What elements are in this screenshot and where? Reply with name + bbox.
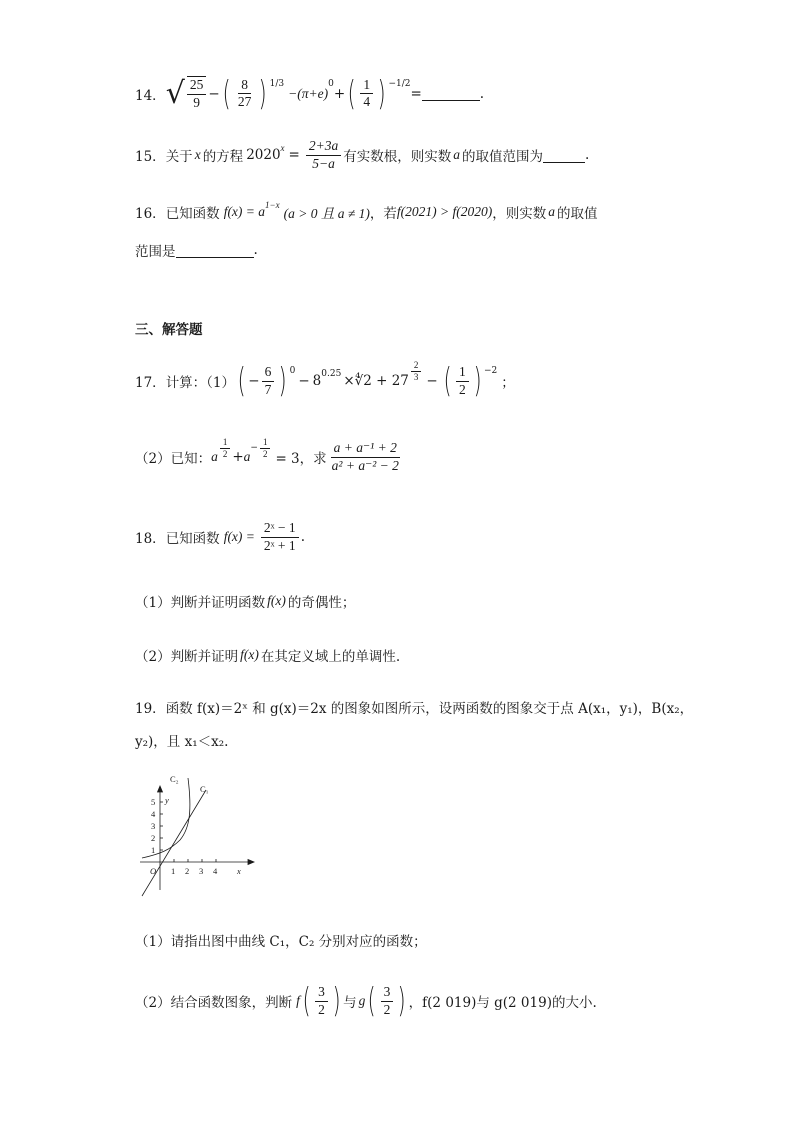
- x-tick-2: 2: [185, 866, 190, 876]
- y-tick-3: 3: [151, 821, 156, 831]
- c1-label: C₁: [200, 784, 209, 794]
- x-axis-arrow: [248, 860, 254, 865]
- curve-c2: [142, 778, 190, 858]
- y-tick-2: 2: [151, 833, 156, 843]
- question-18-part1: （1）判断并证明函数 f(x) 的奇偶性；: [135, 593, 356, 611]
- fraction-1-4: $\frac{1}{4}$: [360, 77, 373, 112]
- y-axis-arrow: [158, 786, 163, 792]
- question-19-part1: （1）请指出图中曲线 C₁，C₂ 分别对应的函数；: [135, 934, 427, 950]
- question-18: 18． 已知函数 f(x) = $\frac{\text{2ˣ − 1}}{\text{2ˣ + 1}}$ .: [135, 520, 305, 553]
- question-19-part2: （2）结合函数图象，判断 f ( $\frac{3}{2}$ ) 与 g ( $\frac{3}{2}$ ) ，f(2 019)与 g(2 019)的大小.: [135, 981, 597, 1022]
- fraction-3-2: $\frac{3}{2}$: [315, 984, 328, 1019]
- answer-blank[interactable]: [422, 86, 480, 101]
- fraction: $\frac{2+3a}{5-a}$: [306, 138, 341, 173]
- y-axis-label: y: [165, 795, 169, 805]
- fraction: $\frac{\text{2ˣ − 1}}{\text{2ˣ + 1}}$: [261, 520, 299, 555]
- y-tick-1: 1: [151, 845, 156, 855]
- question-18-part2: （2）判断并证明 f(x) 在其定义域上的单调性.: [135, 647, 401, 665]
- question-number: 17．: [135, 375, 166, 392]
- question-15: 15． 关于 x 的方程 2020 x = $\frac{2+3a}{5-a}$ 有实数根，则实数 a 的取值范围为 .: [135, 138, 590, 171]
- question-19-line2: y₂)，且 x₁＜x₂.: [135, 734, 229, 750]
- x-tick-3: 3: [199, 866, 204, 876]
- question-19: 19． 函数 f(x)＝2ˣ 和 g(x)＝2x 的图象如图所示，设两函数的图象交于点 A(x₁，y₁)，B(x₂，: [135, 697, 693, 717]
- question-number: 19．: [135, 701, 166, 717]
- fraction-8-27: $\frac{8}{27}$: [237, 76, 252, 110]
- question-17-part2: （2）已知： a $\frac{1}{2}$ + a − $\frac{1}{2}$ = 3，求 $\frac{\text{a + a⁻¹ + 2}}{\text{a² + a⁻² − 2}}$: [135, 440, 404, 475]
- function-graph: [130, 770, 260, 900]
- fraction-6-7: $\frac{6}{7}$: [262, 364, 275, 399]
- c2-label: C₂: [170, 774, 179, 784]
- answer-blank[interactable]: [176, 243, 254, 258]
- exponent-fraction: $\frac{2}{3}$: [411, 360, 422, 384]
- x-tick-1: 1: [171, 866, 176, 876]
- section-heading: 三、解答题: [135, 322, 203, 338]
- question-number: 16．: [135, 206, 166, 222]
- question-16-line2: 范围是 .: [135, 242, 258, 260]
- fraction-3-2: $\frac{3}{2}$: [381, 984, 394, 1019]
- fraction-expression: $\frac{\text{a + a⁻¹ + 2}}{\text{a² + a⁻² − 2}}$: [331, 440, 399, 473]
- x-tick-4: 4: [213, 866, 218, 876]
- fraction-1-2: $\frac{1}{2}$: [456, 364, 469, 399]
- question-14: 14． √ $\frac{25}{9}$ − ( $\frac{8}{27}$ ) 1/3 −(π+e) 0 + ( $\frac{1}{4}$ ) −1/2 = .: [135, 73, 485, 114]
- question-17-part1: 17． 计算：（1） ( − $\frac{6}{7}$ ) 0 − 8 0.25 ×∜2 + 27 $\frac{2}{3}$ − ( $\frac{1}{2}$ ) −2 ；: [135, 359, 515, 402]
- fraction-25-9: $\frac{25}{9}$: [187, 76, 207, 112]
- exponent: 1/3: [269, 78, 285, 89]
- y-tick-4: 4: [151, 809, 156, 819]
- question-number: 15．: [135, 149, 166, 166]
- x-axis-label: x: [237, 866, 241, 876]
- answer-blank[interactable]: [543, 148, 585, 163]
- origin-label: O: [150, 866, 157, 876]
- y-tick-5: 5: [151, 797, 156, 807]
- question-number: 14．: [135, 87, 166, 104]
- sqrt-icon: √: [165, 76, 185, 112]
- question-number: 18．: [135, 531, 166, 548]
- question-16: 16． 已知函数 f(x) = a 1−x (a > 0 且 a ≠ 1) ，若 f(2021) > f(2020) ，则实数 a 的取值: [135, 200, 598, 222]
